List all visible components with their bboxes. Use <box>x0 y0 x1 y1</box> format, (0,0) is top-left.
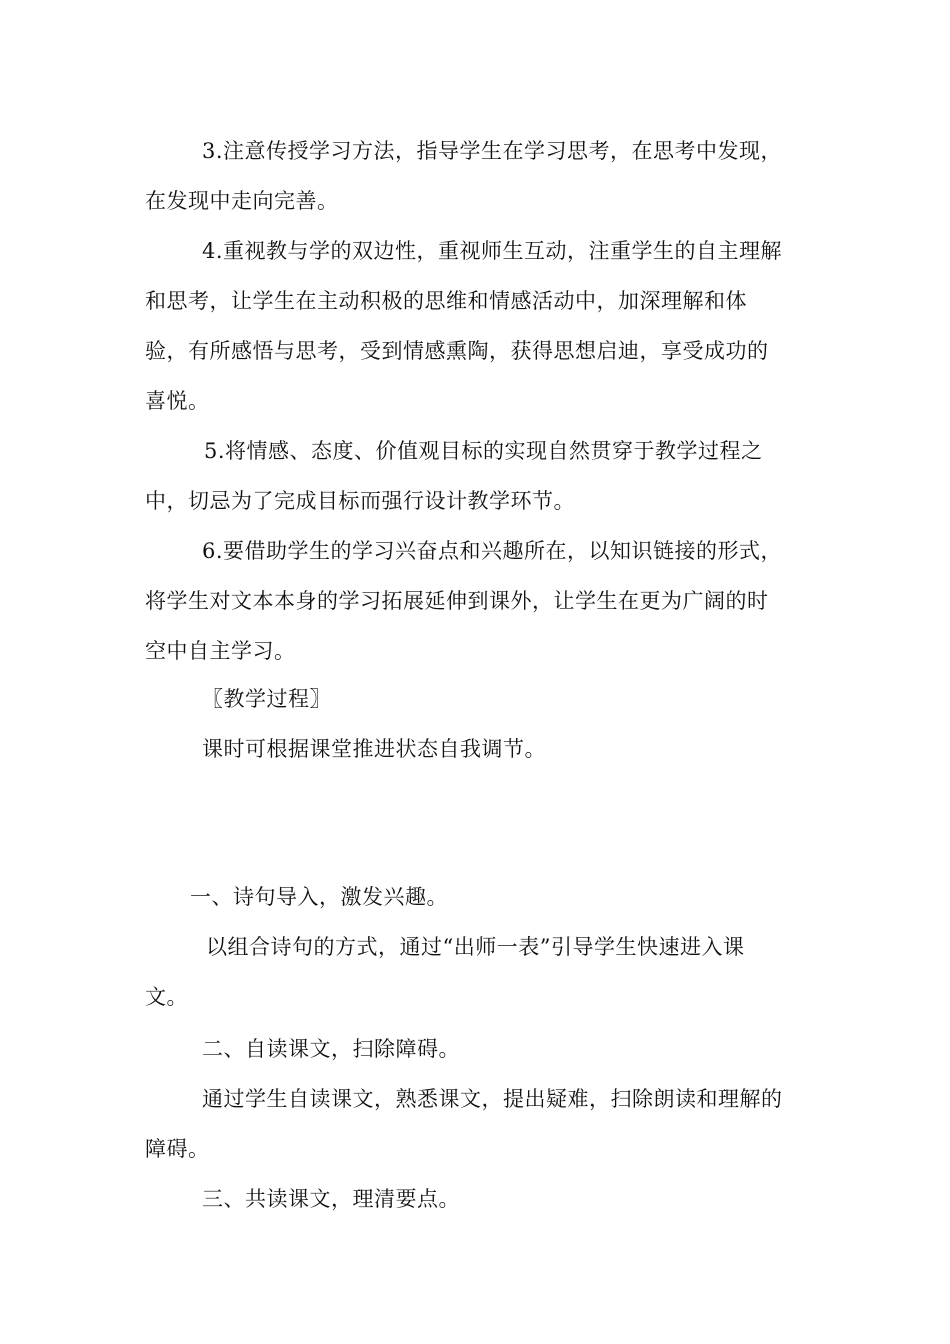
text-line: 将学生对文本本身的学习拓展延伸到课外，让学生在更为广阔的时 <box>145 589 769 613</box>
section-heading: 一、诗句导入，激发兴趣。 <box>190 885 448 909</box>
text-line: 和思考，让学生在主动积极的思维和情感活动中，加深理解和体 <box>145 289 747 313</box>
text-line: 4.重视教与学的双边性，重视师生互动，注重学生的自主理解 <box>202 239 783 263</box>
text-line: 喜悦。 <box>145 389 210 413</box>
text-line: 验，有所感悟与思考，受到情感熏陶，获得思想启迪，享受成功的 <box>145 339 769 363</box>
text-line: 在发现中走向完善。 <box>145 189 339 213</box>
text-line: 6.要借助学生的学习兴奋点和兴趣所在，以知识链接的形式， <box>202 539 783 563</box>
section-heading: 二、自读课文，扫除障碍。 <box>202 1037 460 1061</box>
text-line: 以组合诗句的方式，通过“出师一表”引导学生快速进入课 <box>206 935 745 959</box>
text-line: 5.将情感、态度、价值观目标的实现自然贯穿于教学过程之 <box>204 439 763 463</box>
text-line: 空中自主学习。 <box>145 639 296 663</box>
section-heading: 〖教学过程〗 <box>202 687 331 711</box>
text-line: 3.注意传授学习方法，指导学生在学习思考，在思考中发现， <box>202 139 783 163</box>
text-line: 通过学生自读课文，熟悉课文，提出疑难，扫除朗读和理解的 <box>202 1087 783 1111</box>
text-line: 课时可根据课堂推进状态自我调节。 <box>202 737 546 761</box>
text-line: 中，切忌为了完成目标而强行设计教学环节。 <box>145 489 575 513</box>
text-line: 文。 <box>145 985 188 1009</box>
section-heading: 三、共读课文，理清要点。 <box>202 1187 460 1211</box>
text-line: 障碍。 <box>145 1137 210 1161</box>
